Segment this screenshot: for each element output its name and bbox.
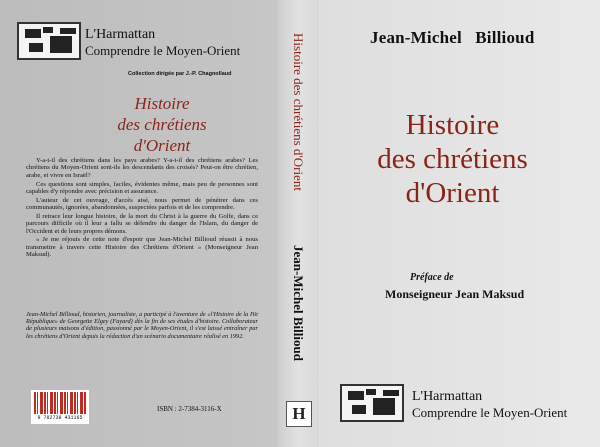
front-publisher-logo xyxy=(340,384,580,424)
series-director: Collection dirigée par J.-P. Chagnollaud xyxy=(128,71,232,77)
back-title-line1: Histoire xyxy=(134,94,190,113)
barcode-number: 9 782738 431165 xyxy=(37,415,83,421)
spine-author: Jean-Michel Billioud xyxy=(291,245,306,361)
author-bio: Jean-Michel Billioud, historien, journaliste, a participé à l'aventure de «l'Histoire de la IVe République» de Georgette Elgey (Fayard) dès la fin de ses études d'histoire. Collaborateur de plusieurs maisons d'édition, passionné par le Moyen-Orient, il s'est laissé entraîner par les chrétiens d'Orient depuis la rédaction d'un scénario documentaire réalisé en 1992. xyxy=(26,311,258,340)
back-title-line2: des chrétiens d'Orient xyxy=(117,115,207,155)
blurb-paragraph: Y-a-t-il des chrétiens dans les pays arabes? Y-a-t-il des chrétiens arabes? Les chrétiens du Moyen-Orient sont-ils les descendants des croisés? Peut-on être chrétien, arabe, et vivre en Israël? xyxy=(26,157,258,179)
preface-name: Monseigneur Jean Maksud xyxy=(385,287,525,301)
back-publisher-logo xyxy=(17,22,241,62)
preface-label: Préface de xyxy=(410,272,454,283)
front-title-line3: d'Orient xyxy=(405,177,500,209)
front-title-line1: Histoire xyxy=(405,109,500,141)
blurb-paragraph: Il retrace leur longue histoire, de la mort du Christ à la guerre du Golfe, dans ce parcours difficile où il leur a fallu se défendre du danger de l'Islam, du danger de l'Occident et de leurs propres démons. xyxy=(26,212,258,235)
blurb-paragraph: Ces questions sont simples, faciles, évidentes même, mais peu de personnes sont capables d'y répondre avec précision et assurance. xyxy=(26,180,258,195)
blurb-paragraph: « Je me réjouis de cette note d'espoir que Jean-Michel Billioud réussit à nous transmettre à travers cette Histoire des Chrétiens d'Orient » (Monseigneur Jean Maksud). xyxy=(26,236,258,259)
back-title xyxy=(92,93,232,156)
barcode-bars xyxy=(34,392,86,414)
blurb-paragraph: L'auteur de cet ouvrage, d'accès aisé, nous permet de pénétrer dans ces communautés, ignorées, abandonnées, suspectées parfois et de les comprendre. xyxy=(26,196,258,212)
front-author: Jean-Michel Billioud xyxy=(370,28,535,47)
barcode xyxy=(31,390,89,424)
publisher-name: L'Harmattan xyxy=(412,389,483,404)
blurb xyxy=(26,157,258,260)
spine-title: Histoire des chrétiens d'Orient xyxy=(291,33,306,191)
map-icon xyxy=(17,22,81,60)
front-title-line2: des chrétiens xyxy=(377,143,528,175)
isbn: ISBN : 2-7384-3116-X xyxy=(157,405,222,413)
front-title xyxy=(345,108,560,210)
back-cover xyxy=(0,0,279,447)
series-name: Comprendre le Moyen-Orient xyxy=(412,405,568,420)
map-icon xyxy=(340,384,404,422)
series-name: Comprendre le Moyen-Orient xyxy=(85,43,241,58)
publisher-name: L'Harmattan xyxy=(85,27,156,42)
spine-logo-icon: H xyxy=(286,401,312,427)
